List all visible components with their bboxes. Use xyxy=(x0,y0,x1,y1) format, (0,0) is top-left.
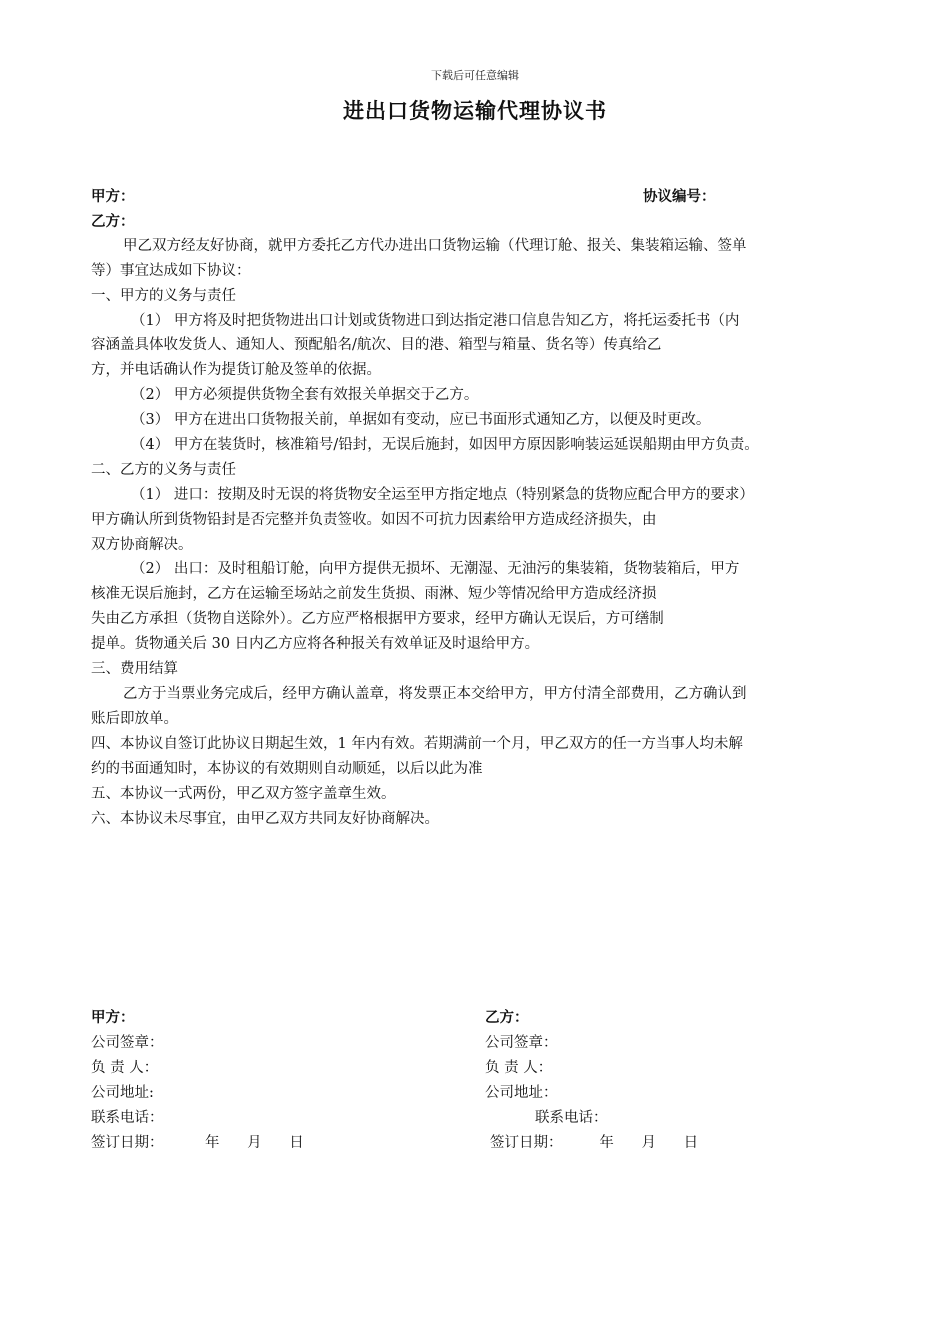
section-heading: 二、乙方的义务与责任 xyxy=(91,462,236,478)
body-line: （1） 进口：按期及时无误的将货物安全运至甲方指定地点（特别紧急的货物应配合甲方的要求） xyxy=(131,487,754,503)
body-line: 五、本协议一式两份，甲乙双方签字盖章生效。 xyxy=(91,786,396,802)
party-b-label: 乙方： xyxy=(91,213,135,230)
body-line: 双方协商解决。 xyxy=(91,537,193,553)
body-line: 六、本协议未尽事宜，由甲乙双方共同友好协商解决。 xyxy=(91,811,439,827)
body-line: （2） 甲方必须提供货物全套有效报关单据交于乙方。 xyxy=(131,387,479,403)
body-line: 提单。货物通关后 30 日内乙方应将各种报关有效单证及时退给甲方。 xyxy=(91,636,540,652)
sign-seal-b: 公司签章： xyxy=(485,1035,558,1051)
sign-party-b: 乙方： xyxy=(485,1009,529,1026)
sign-person-b: 负 责 人： xyxy=(485,1060,553,1076)
body-line: 容涵盖具体收发货人、通知人、预配船名/航次、目的港、箱型与箱量、货名等）传真给乙 xyxy=(91,337,662,353)
header-note: 下载后可任意编辑 xyxy=(431,69,519,82)
sign-phone-a: 联系电话： xyxy=(91,1110,164,1126)
body-line: （2） 出口：及时租船订舱，向甲方提供无损坏、无潮湿、无油污的集装箱，货物装箱后，甲方 xyxy=(131,561,740,577)
body-line: 乙方于当票业务完成后，经甲方确认盖章，将发票正本交给甲方，甲方付清全部费用，乙方确认到 xyxy=(123,686,747,702)
body-line: 核准无误后施封，乙方在运输至场站之前发生货损、雨淋、短少等情况给甲方造成经济损 xyxy=(91,586,657,602)
sign-address-a: 公司地址: xyxy=(91,1085,154,1101)
body-line: （4） 甲方在装货时，核准箱号/铅封，无误后施封，如因甲方原因影响装运延误船期由甲方负责。 xyxy=(131,437,759,453)
body-line: 约的书面通知时，本协议的有效期则自动顺延，以后以此为准 xyxy=(91,761,483,777)
body-line: （3） 甲方在进出口货物报关前，单据如有变动，应已书面形式通知乙方，以便及时更改。 xyxy=(131,412,711,428)
body-line: 甲方确认所到货物铅封是否完整并负责签收。如因不可抗力因素给甲方造成经济损失，由 xyxy=(91,512,657,528)
sign-person-a: 负 责 人： xyxy=(91,1060,159,1076)
body-line: 四、本协议自签订此协议日期起生效，1 年内有效。若期满前一个月，甲乙双方的任一方当事人均未解 xyxy=(91,736,743,752)
sign-seal-a: 公司签章： xyxy=(91,1035,164,1051)
sign-phone-b: 联系电话： xyxy=(535,1110,608,1126)
party-a-label: 甲方： xyxy=(91,188,135,205)
body-line: 方，并电话确认作为提货订舱及签单的依据。 xyxy=(91,362,381,378)
document-title: 进出口货物运输代理协议书 xyxy=(343,98,607,123)
body-line: 甲乙双方经友好协商，就甲方委托乙方代办进出口货物运输（代理订舱、报关、集装箱运输、签单 xyxy=(123,238,747,254)
sign-party-a: 甲方： xyxy=(91,1009,135,1026)
sign-address-b: 公司地址： xyxy=(485,1085,558,1101)
body-line: 失由乙方承担（货物自送除外）。乙方应严格根据甲方要求，经甲方确认无误后，方可缮制 xyxy=(91,611,664,627)
agreement-no-label: 协议编号： xyxy=(643,188,716,205)
section-heading: 一、甲方的义务与责任 xyxy=(91,288,236,304)
section-heading: 三、费用结算 xyxy=(91,661,178,677)
sign-date-a: 签订日期： 年 月 日 xyxy=(91,1135,304,1151)
body-line: 等）事宜达成如下协议： xyxy=(91,263,251,279)
sign-date-b: 签订日期： 年 月 日 xyxy=(490,1135,699,1151)
body-line: （1） 甲方将及时把货物进出口计划或货物进口到达指定港口信息告知乙方，将托运委托书（内 xyxy=(131,313,740,329)
body-line: 账后即放单。 xyxy=(91,711,178,727)
